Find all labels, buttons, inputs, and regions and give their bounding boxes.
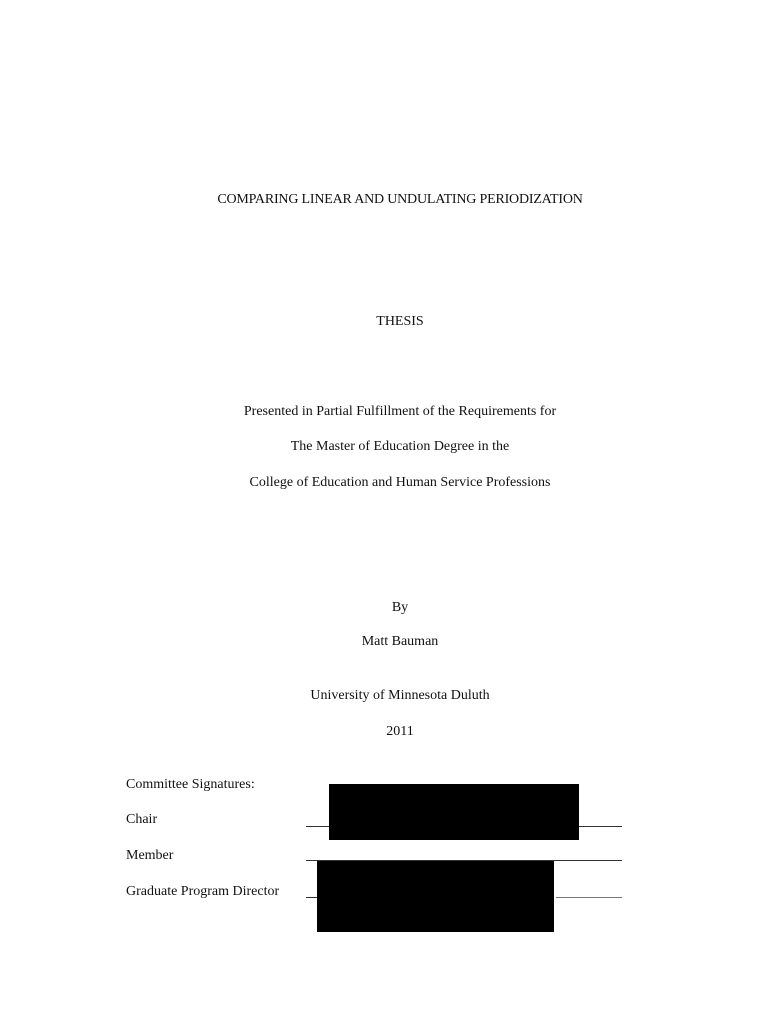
presented-line-1: Presented in Partial Fulfillment of the Requirements for (243, 404, 557, 419)
thesis-title: COMPARING LINEAR AND UNDULATING PERIODIZATION (217, 192, 583, 207)
director-signature-redaction (317, 861, 554, 932)
institution: University of Minnesota Duluth (310, 688, 490, 703)
presented-line-3: College of Education and Human Service Professions (249, 475, 551, 490)
member-label: Member (126, 848, 174, 863)
committee-signatures-heading: Committee Signatures: (126, 777, 255, 792)
chair-signature-redaction (329, 784, 579, 840)
chair-label: Chair (126, 812, 158, 827)
graduate-program-director-label: Graduate Program Director (126, 884, 280, 899)
author-name: Matt Bauman (361, 634, 439, 649)
presented-line-2: The Master of Education Degree in the (290, 439, 510, 454)
by-label: By (391, 600, 409, 615)
director-signature-line-right (556, 897, 622, 898)
document-type: THESIS (376, 314, 424, 329)
year: 2011 (386, 724, 414, 739)
